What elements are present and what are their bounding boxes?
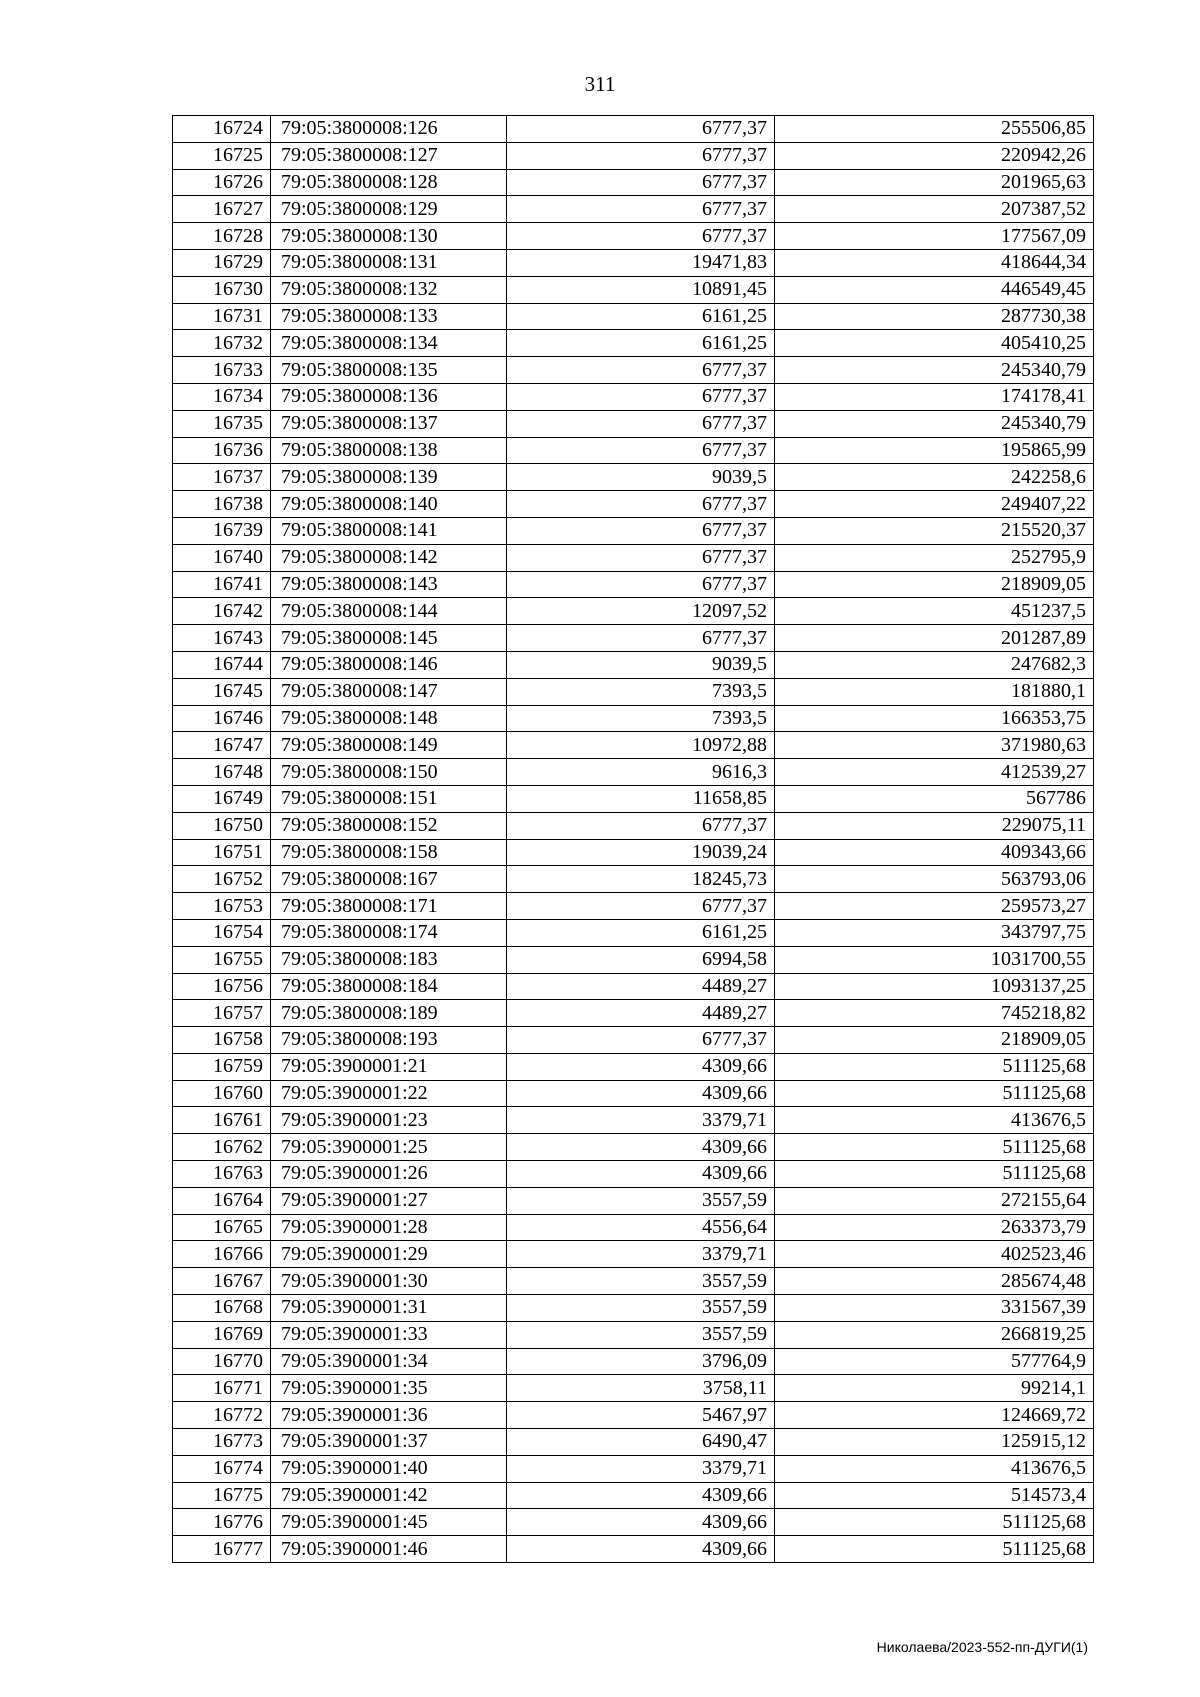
table-row [173, 598, 1094, 625]
row-number-cell: 16740 [173, 544, 271, 571]
area-value-cell: 9039,5 [507, 464, 775, 491]
cadastral-value-cell: 1031700,55 [775, 946, 1094, 973]
cadastral-number-cell: 79:05:3800008:134 [271, 330, 507, 357]
table-row [173, 1053, 1094, 1080]
cadastral-number-cell: 79:05:3800008:138 [271, 437, 507, 464]
cadastral-number-cell: 79:05:3900001:37 [271, 1429, 507, 1456]
area-value-cell: 3379,71 [507, 1241, 775, 1268]
area-value-cell: 6161,25 [507, 330, 775, 357]
row-number-cell: 16736 [173, 437, 271, 464]
cadastral-number-cell: 79:05:3800008:149 [271, 732, 507, 759]
row-number-cell: 16748 [173, 759, 271, 786]
row-number-cell: 16758 [173, 1027, 271, 1054]
cadastral-value-cell: 563793,06 [775, 866, 1094, 893]
cadastral-number-cell: 79:05:3900001:22 [271, 1080, 507, 1107]
cadastral-value-cell: 331567,39 [775, 1295, 1094, 1322]
row-number-cell: 16762 [173, 1134, 271, 1161]
area-value-cell: 3379,71 [507, 1107, 775, 1134]
area-value-cell: 3557,59 [507, 1187, 775, 1214]
cadastral-value-cell: 166353,75 [775, 705, 1094, 732]
area-value-cell: 6777,37 [507, 142, 775, 169]
row-number-cell: 16776 [173, 1509, 271, 1536]
cadastral-number-cell: 79:05:3800008:130 [271, 223, 507, 250]
cadastral-value-cell: 418644,34 [775, 249, 1094, 276]
row-number-cell: 16769 [173, 1321, 271, 1348]
row-number-cell: 16738 [173, 491, 271, 518]
cadastral-number-cell: 79:05:3800008:139 [271, 464, 507, 491]
row-number-cell: 16727 [173, 196, 271, 223]
table-row [173, 303, 1094, 330]
area-value-cell: 4489,27 [507, 973, 775, 1000]
row-number-cell: 16743 [173, 625, 271, 652]
cadastral-value-cell: 259573,27 [775, 893, 1094, 920]
area-value-cell: 3758,11 [507, 1375, 775, 1402]
area-value-cell: 9616,3 [507, 759, 775, 786]
row-number-cell: 16755 [173, 946, 271, 973]
cadastral-number-cell: 79:05:3900001:26 [271, 1161, 507, 1188]
cadastral-number-cell: 79:05:3900001:23 [271, 1107, 507, 1134]
page-number: 311 [584, 72, 616, 96]
area-value-cell: 7393,5 [507, 705, 775, 732]
cadastral-value-cell: 514573,4 [775, 1482, 1094, 1509]
table-row [173, 383, 1094, 410]
area-value-cell: 6777,37 [507, 357, 775, 384]
area-value-cell: 12097,52 [507, 598, 775, 625]
row-number-cell: 16761 [173, 1107, 271, 1134]
cadastral-value-cell: 287730,38 [775, 303, 1094, 330]
cadastral-number-cell: 79:05:3800008:148 [271, 705, 507, 732]
cadastral-number-cell: 79:05:3800008:126 [271, 116, 507, 143]
area-value-cell: 3557,59 [507, 1321, 775, 1348]
cadastral-value-cell: 220942,26 [775, 142, 1094, 169]
row-number-cell: 16724 [173, 116, 271, 143]
table-row [173, 732, 1094, 759]
row-number-cell: 16739 [173, 517, 271, 544]
cadastral-value-cell: 511125,68 [775, 1509, 1094, 1536]
table-row [173, 116, 1094, 143]
row-number-cell: 16749 [173, 785, 271, 812]
area-value-cell: 6777,37 [507, 196, 775, 223]
cadastral-value-cell: 242258,6 [775, 464, 1094, 491]
row-number-cell: 16767 [173, 1268, 271, 1295]
cadastral-value-cell: 201965,63 [775, 169, 1094, 196]
table-row [173, 946, 1094, 973]
row-number-cell: 16741 [173, 571, 271, 598]
table-row [173, 1509, 1094, 1536]
table-row [173, 1027, 1094, 1054]
area-value-cell: 6777,37 [507, 116, 775, 143]
cadastral-number-cell: 79:05:3900001:46 [271, 1536, 507, 1563]
row-number-cell: 16730 [173, 276, 271, 303]
row-number-cell: 16768 [173, 1295, 271, 1322]
cadastral-number-cell: 79:05:3900001:34 [271, 1348, 507, 1375]
cadastral-number-cell: 79:05:3800008:151 [271, 785, 507, 812]
row-number-cell: 16763 [173, 1161, 271, 1188]
cadastral-number-cell: 79:05:3800008:174 [271, 919, 507, 946]
cadastral-number-cell: 79:05:3900001:29 [271, 1241, 507, 1268]
table-row [173, 1375, 1094, 1402]
cadastral-number-cell: 79:05:3800008:150 [271, 759, 507, 786]
cadastral-number-cell: 79:05:3800008:137 [271, 410, 507, 437]
area-value-cell: 6490,47 [507, 1429, 775, 1456]
table-row [173, 142, 1094, 169]
area-value-cell: 6777,37 [507, 812, 775, 839]
table-row [173, 357, 1094, 384]
cadastral-number-cell: 79:05:3900001:28 [271, 1214, 507, 1241]
table-row [173, 678, 1094, 705]
row-number-cell: 16777 [173, 1536, 271, 1563]
cadastral-value-cell: 218909,05 [775, 571, 1094, 598]
cadastral-value-cell: 567786 [775, 785, 1094, 812]
cadastral-number-cell: 79:05:3800008:142 [271, 544, 507, 571]
table-row [173, 169, 1094, 196]
area-value-cell: 3557,59 [507, 1295, 775, 1322]
table-row [173, 196, 1094, 223]
area-value-cell: 3379,71 [507, 1455, 775, 1482]
table-row [173, 759, 1094, 786]
table-row [173, 1348, 1094, 1375]
document-footer-reference: Николаева/2023-552-пп-ДУГИ(1) [876, 1639, 1088, 1655]
cadastral-number-cell: 79:05:3900001:45 [271, 1509, 507, 1536]
area-value-cell: 7393,5 [507, 678, 775, 705]
table-row [173, 919, 1094, 946]
area-value-cell: 6777,37 [507, 544, 775, 571]
cadastral-value-cell: 125915,12 [775, 1429, 1094, 1456]
row-number-cell: 16735 [173, 410, 271, 437]
cadastral-value-cell: 577764,9 [775, 1348, 1094, 1375]
table-row [173, 1455, 1094, 1482]
row-number-cell: 16771 [173, 1375, 271, 1402]
cadastral-number-cell: 79:05:3800008:135 [271, 357, 507, 384]
cadastral-number-cell: 79:05:3800008:131 [271, 249, 507, 276]
cadastral-number-cell: 79:05:3800008:133 [271, 303, 507, 330]
table-body [173, 116, 1094, 1563]
table-row [173, 410, 1094, 437]
cadastral-number-cell: 79:05:3800008:127 [271, 142, 507, 169]
table-row [173, 571, 1094, 598]
cadastral-number-cell: 79:05:3800008:129 [271, 196, 507, 223]
area-value-cell: 4309,66 [507, 1536, 775, 1563]
cadastral-number-cell: 79:05:3800008:193 [271, 1027, 507, 1054]
cadastral-value-cell: 263373,79 [775, 1214, 1094, 1241]
area-value-cell: 6777,37 [507, 893, 775, 920]
cadastral-number-cell: 79:05:3800008:158 [271, 839, 507, 866]
table-row [173, 1107, 1094, 1134]
cadastral-value-cell: 255506,85 [775, 116, 1094, 143]
cadastral-number-cell: 79:05:3900001:21 [271, 1053, 507, 1080]
area-value-cell: 6994,58 [507, 946, 775, 973]
row-number-cell: 16766 [173, 1241, 271, 1268]
table-row [173, 1482, 1094, 1509]
cadastral-value-cell: 252795,9 [775, 544, 1094, 571]
cadastral-number-cell: 79:05:3800008:146 [271, 651, 507, 678]
table-row [173, 785, 1094, 812]
table-row [173, 464, 1094, 491]
row-number-cell: 16731 [173, 303, 271, 330]
area-value-cell: 4489,27 [507, 1000, 775, 1027]
cadastral-value-cell: 402523,46 [775, 1241, 1094, 1268]
cadastral-value-cell: 195865,99 [775, 437, 1094, 464]
area-value-cell: 4556,64 [507, 1214, 775, 1241]
cadastral-value-cell: 272155,64 [775, 1187, 1094, 1214]
cadastral-number-cell: 79:05:3800008:132 [271, 276, 507, 303]
table-row [173, 1429, 1094, 1456]
cadastral-value-cell: 511125,68 [775, 1161, 1094, 1188]
cadastral-number-cell: 79:05:3900001:25 [271, 1134, 507, 1161]
cadastral-number-cell: 79:05:3900001:31 [271, 1295, 507, 1322]
cadastral-number-cell: 79:05:3900001:35 [271, 1375, 507, 1402]
table-row [173, 491, 1094, 518]
table-row [173, 1402, 1094, 1429]
area-value-cell: 6161,25 [507, 919, 775, 946]
cadastral-number-cell: 79:05:3800008:141 [271, 517, 507, 544]
cadastral-number-cell: 79:05:3800008:152 [271, 812, 507, 839]
table-row [173, 705, 1094, 732]
table-row [173, 839, 1094, 866]
cadastral-value-table [172, 115, 1094, 1563]
row-number-cell: 16756 [173, 973, 271, 1000]
table-row [173, 223, 1094, 250]
table-row [173, 812, 1094, 839]
cadastral-number-cell: 79:05:3800008:140 [271, 491, 507, 518]
area-value-cell: 3557,59 [507, 1268, 775, 1295]
cadastral-value-cell: 413676,5 [775, 1107, 1094, 1134]
table-row [173, 1295, 1094, 1322]
table-row [173, 1187, 1094, 1214]
row-number-cell: 16729 [173, 249, 271, 276]
cadastral-number-cell: 79:05:3900001:30 [271, 1268, 507, 1295]
area-value-cell: 10972,88 [507, 732, 775, 759]
row-number-cell: 16765 [173, 1214, 271, 1241]
cadastral-number-cell: 79:05:3800008:171 [271, 893, 507, 920]
cadastral-value-cell: 745218,82 [775, 1000, 1094, 1027]
cadastral-value-cell: 409343,66 [775, 839, 1094, 866]
cadastral-number-cell: 79:05:3900001:27 [271, 1187, 507, 1214]
area-value-cell: 19039,24 [507, 839, 775, 866]
table-row [173, 276, 1094, 303]
area-value-cell: 3796,09 [507, 1348, 775, 1375]
area-value-cell: 6777,37 [507, 517, 775, 544]
cadastral-number-cell: 79:05:3800008:145 [271, 625, 507, 652]
area-value-cell: 6777,37 [507, 491, 775, 518]
row-number-cell: 16750 [173, 812, 271, 839]
cadastral-value-cell: 511125,68 [775, 1053, 1094, 1080]
cadastral-number-cell: 79:05:3800008:189 [271, 1000, 507, 1027]
row-number-cell: 16775 [173, 1482, 271, 1509]
cadastral-number-cell: 79:05:3900001:33 [271, 1321, 507, 1348]
row-number-cell: 16772 [173, 1402, 271, 1429]
area-value-cell: 4309,66 [507, 1134, 775, 1161]
cadastral-value-cell: 1093137,25 [775, 973, 1094, 1000]
cadastral-value-cell: 413676,5 [775, 1455, 1094, 1482]
row-number-cell: 16746 [173, 705, 271, 732]
row-number-cell: 16759 [173, 1053, 271, 1080]
row-number-cell: 16742 [173, 598, 271, 625]
cadastral-value-cell: 215520,37 [775, 517, 1094, 544]
row-number-cell: 16773 [173, 1429, 271, 1456]
cadastral-value-cell: 229075,11 [775, 812, 1094, 839]
area-value-cell: 9039,5 [507, 651, 775, 678]
cadastral-value-cell: 405410,25 [775, 330, 1094, 357]
table-row [173, 1321, 1094, 1348]
row-number-cell: 16728 [173, 223, 271, 250]
cadastral-value-cell: 343797,75 [775, 919, 1094, 946]
row-number-cell: 16754 [173, 919, 271, 946]
table-row [173, 1134, 1094, 1161]
cadastral-value-cell: 177567,09 [775, 223, 1094, 250]
area-value-cell: 4309,66 [507, 1053, 775, 1080]
cadastral-value-cell: 511125,68 [775, 1080, 1094, 1107]
area-value-cell: 6777,37 [507, 1027, 775, 1054]
table-row [173, 437, 1094, 464]
area-value-cell: 6777,37 [507, 383, 775, 410]
row-number-cell: 16737 [173, 464, 271, 491]
cadastral-value-cell: 249407,22 [775, 491, 1094, 518]
area-value-cell: 6777,37 [507, 625, 775, 652]
table-row [173, 544, 1094, 571]
table-row [173, 517, 1094, 544]
cadastral-value-cell: 511125,68 [775, 1134, 1094, 1161]
cadastral-number-cell: 79:05:3800008:167 [271, 866, 507, 893]
cadastral-number-cell: 79:05:3800008:147 [271, 678, 507, 705]
table-row [173, 1080, 1094, 1107]
area-value-cell: 4309,66 [507, 1482, 775, 1509]
cadastral-value-cell: 266819,25 [775, 1321, 1094, 1348]
table-row [173, 1241, 1094, 1268]
row-number-cell: 16745 [173, 678, 271, 705]
row-number-cell: 16747 [173, 732, 271, 759]
area-value-cell: 18245,73 [507, 866, 775, 893]
row-number-cell: 16753 [173, 893, 271, 920]
cadastral-value-cell: 451237,5 [775, 598, 1094, 625]
cadastral-value-cell: 181880,1 [775, 678, 1094, 705]
row-number-cell: 16752 [173, 866, 271, 893]
row-number-cell: 16774 [173, 1455, 271, 1482]
row-number-cell: 16770 [173, 1348, 271, 1375]
cadastral-value-cell: 412539,27 [775, 759, 1094, 786]
cadastral-value-cell: 245340,79 [775, 410, 1094, 437]
cadastral-number-cell: 79:05:3800008:183 [271, 946, 507, 973]
cadastral-value-cell: 245340,79 [775, 357, 1094, 384]
area-value-cell: 4309,66 [507, 1080, 775, 1107]
cadastral-number-cell: 79:05:3800008:136 [271, 383, 507, 410]
table-row [173, 973, 1094, 1000]
table-row [173, 1536, 1094, 1563]
cadastral-value-cell: 511125,68 [775, 1536, 1094, 1563]
row-number-cell: 16757 [173, 1000, 271, 1027]
area-value-cell: 11658,85 [507, 785, 775, 812]
area-value-cell: 6161,25 [507, 303, 775, 330]
area-value-cell: 5467,97 [507, 1402, 775, 1429]
row-number-cell: 16751 [173, 839, 271, 866]
table-row [173, 1268, 1094, 1295]
area-value-cell: 6777,37 [507, 410, 775, 437]
area-value-cell: 6777,37 [507, 223, 775, 250]
cadastral-number-cell: 79:05:3800008:143 [271, 571, 507, 598]
cadastral-number-cell: 79:05:3900001:36 [271, 1402, 507, 1429]
cadastral-number-cell: 79:05:3800008:128 [271, 169, 507, 196]
cadastral-value-cell: 446549,45 [775, 276, 1094, 303]
cadastral-value-cell: 218909,05 [775, 1027, 1094, 1054]
area-value-cell: 6777,37 [507, 437, 775, 464]
row-number-cell: 16744 [173, 651, 271, 678]
area-value-cell: 6777,37 [507, 571, 775, 598]
table-row [173, 249, 1094, 276]
table-row [173, 866, 1094, 893]
area-value-cell: 4309,66 [507, 1509, 775, 1536]
row-number-cell: 16764 [173, 1187, 271, 1214]
cadastral-number-cell: 79:05:3900001:42 [271, 1482, 507, 1509]
cadastral-value-cell: 99214,1 [775, 1375, 1094, 1402]
row-number-cell: 16734 [173, 383, 271, 410]
cadastral-value-cell: 201287,89 [775, 625, 1094, 652]
row-number-cell: 16732 [173, 330, 271, 357]
row-number-cell: 16733 [173, 357, 271, 384]
cadastral-value-cell: 371980,63 [775, 732, 1094, 759]
area-value-cell: 4309,66 [507, 1161, 775, 1188]
area-value-cell: 6777,37 [507, 169, 775, 196]
row-number-cell: 16760 [173, 1080, 271, 1107]
cadastral-value-cell: 247682,3 [775, 651, 1094, 678]
area-value-cell: 10891,45 [507, 276, 775, 303]
cadastral-value-cell: 285674,48 [775, 1268, 1094, 1295]
table-row [173, 1000, 1094, 1027]
cadastral-number-cell: 79:05:3800008:184 [271, 973, 507, 1000]
table-row [173, 1161, 1094, 1188]
table-row [173, 1214, 1094, 1241]
cadastral-value-cell: 207387,52 [775, 196, 1094, 223]
row-number-cell: 16725 [173, 142, 271, 169]
table-row [173, 625, 1094, 652]
table-row [173, 893, 1094, 920]
cadastral-number-cell: 79:05:3900001:40 [271, 1455, 507, 1482]
cadastral-number-cell: 79:05:3800008:144 [271, 598, 507, 625]
area-value-cell: 19471,83 [507, 249, 775, 276]
cadastral-value-cell: 174178,41 [775, 383, 1094, 410]
row-number-cell: 16726 [173, 169, 271, 196]
cadastral-value-cell: 124669,72 [775, 1402, 1094, 1429]
table-row [173, 651, 1094, 678]
table-row [173, 330, 1094, 357]
